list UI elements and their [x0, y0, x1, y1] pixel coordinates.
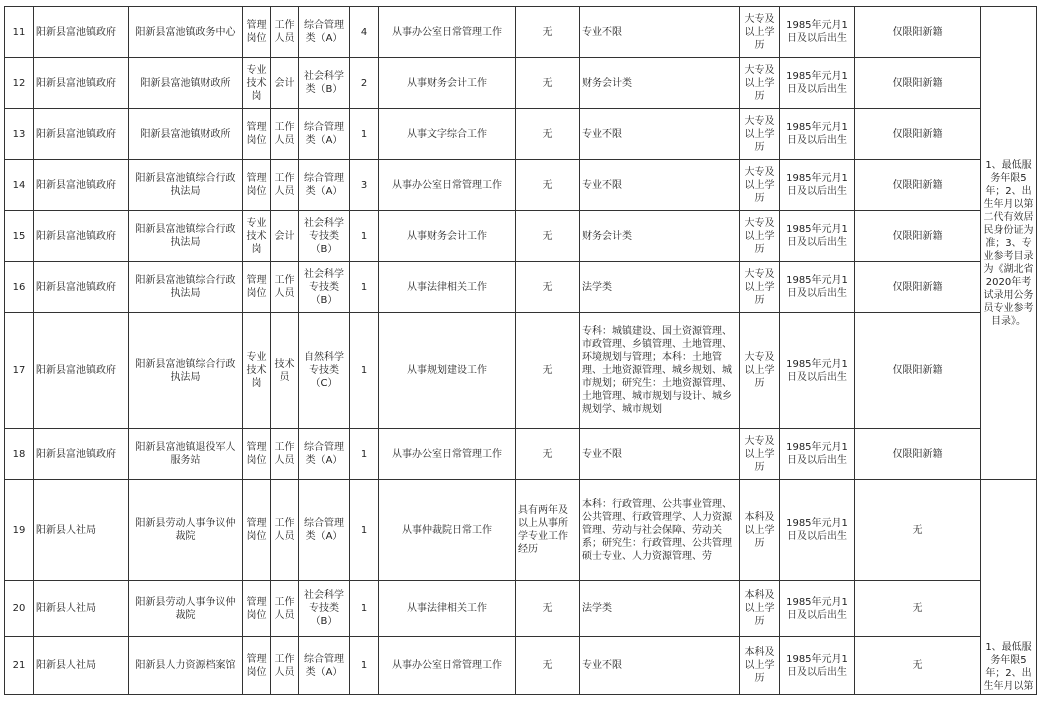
major-cell: 法学类 [580, 262, 740, 313]
row-number: 14 [5, 160, 34, 211]
department-cell: 阳新县富池镇综合行政执法局 [129, 262, 243, 313]
other-requirement-cell: 仅限阳新籍 [855, 109, 981, 160]
department-cell: 阳新县劳动人事争议仲裁院 [129, 581, 243, 637]
major-cell: 财务会计类 [580, 211, 740, 262]
exam-category-cell: 综合管理类（A） [299, 7, 350, 58]
table-row [5, 313, 1037, 429]
education-cell: 大专及以上学历 [740, 313, 780, 429]
position-cell: 工作人员 [271, 429, 299, 480]
duties-cell: 从事财务会计工作 [379, 58, 516, 109]
other-requirement-cell: 仅限阳新籍 [855, 160, 981, 211]
exam-category-cell: 自然科学专技类（C） [299, 313, 350, 429]
table-row [5, 637, 1037, 695]
age-cell: 1985年元月1日及以后出生 [780, 637, 855, 695]
department-cell: 阳新县富池镇政务中心 [129, 7, 243, 58]
experience-cell: 无 [516, 429, 580, 480]
row-number: 17 [5, 313, 34, 429]
row-number: 18 [5, 429, 34, 480]
major-cell: 专业不限 [580, 637, 740, 695]
quota-cell: 1 [350, 262, 379, 313]
table-row [5, 160, 1037, 211]
position-cell: 技术员 [271, 313, 299, 429]
position-cell: 会计 [271, 58, 299, 109]
education-cell: 本科及以上学历 [740, 581, 780, 637]
other-requirement-cell: 无 [855, 581, 981, 637]
age-cell: 1985年元月1日及以后出生 [780, 160, 855, 211]
recruitment-table [4, 6, 1037, 695]
department-cell: 阳新县富池镇退役军人服务站 [129, 429, 243, 480]
age-cell: 1985年元月1日及以后出生 [780, 313, 855, 429]
notes-text-top: 1、最低服务年限5年；2、出生年月以第二代有效居民身份证为准；3、专业参考目录为《湖北省2020年考试录用公务员专业参考目录》。 [983, 159, 1034, 327]
quota-cell: 2 [350, 58, 379, 109]
position-cell: 工作人员 [271, 109, 299, 160]
education-cell: 大专及以上学历 [740, 7, 780, 58]
quota-cell: 4 [350, 7, 379, 58]
experience-cell: 无 [516, 7, 580, 58]
position-cell: 工作人员 [271, 7, 299, 58]
age-cell: 1985年元月1日及以后出生 [780, 211, 855, 262]
department-cell: 阳新县富池镇综合行政执法局 [129, 211, 243, 262]
row-number: 19 [5, 480, 34, 581]
experience-cell: 具有两年及以上从事所学专业工作经历 [516, 480, 580, 581]
employer-cell: 阳新县人社局 [34, 581, 129, 637]
other-requirement-cell: 仅限阳新籍 [855, 7, 981, 58]
employer-cell: 阳新县富池镇政府 [34, 429, 129, 480]
department-cell: 阳新县富池镇财政所 [129, 58, 243, 109]
exam-category-cell: 综合管理类（A） [299, 429, 350, 480]
major-cell: 专业不限 [580, 429, 740, 480]
experience-cell: 无 [516, 58, 580, 109]
education-cell: 本科及以上学历 [740, 480, 780, 581]
other-requirement-cell: 仅限阳新籍 [855, 211, 981, 262]
position-cell: 工作人员 [271, 480, 299, 581]
quota-cell: 1 [350, 313, 379, 429]
row-number: 21 [5, 637, 34, 695]
other-requirement-cell: 仅限阳新籍 [855, 429, 981, 480]
duties-cell: 从事办公室日常管理工作 [379, 429, 516, 480]
table-row [5, 480, 1037, 581]
quota-cell: 1 [350, 429, 379, 480]
notes-text-bottom: 1、最低服务年限5年；2、出生年月以第 [983, 642, 1034, 692]
row-number: 20 [5, 581, 34, 637]
table-row [5, 58, 1037, 109]
table-row [5, 581, 1037, 637]
exam-category-cell: 综合管理类（A） [299, 480, 350, 581]
employer-cell: 阳新县人社局 [34, 637, 129, 695]
table-row [5, 262, 1037, 313]
quota-cell: 1 [350, 637, 379, 695]
quota-cell: 3 [350, 160, 379, 211]
employer-cell: 阳新县人社局 [34, 480, 129, 581]
major-cell: 专业不限 [580, 160, 740, 211]
quota-cell: 1 [350, 109, 379, 160]
major-cell: 法学类 [580, 581, 740, 637]
position-type-cell: 管理岗位 [243, 637, 271, 695]
duties-cell: 从事办公室日常管理工作 [379, 7, 516, 58]
position-cell: 会计 [271, 211, 299, 262]
position-type-cell: 专业技术岗 [243, 211, 271, 262]
age-cell: 1985年元月1日及以后出生 [780, 262, 855, 313]
position-type-cell: 管理岗位 [243, 480, 271, 581]
employer-cell: 阳新县富池镇政府 [34, 109, 129, 160]
other-requirement-cell: 仅限阳新籍 [855, 262, 981, 313]
age-cell: 1985年元月1日及以后出生 [780, 429, 855, 480]
exam-category-cell: 社会科学专技类（B） [299, 262, 350, 313]
duties-cell: 从事法律相关工作 [379, 262, 516, 313]
exam-category-cell: 社会科学专技类（B） [299, 211, 350, 262]
quota-cell: 1 [350, 581, 379, 637]
duties-cell: 从事财务会计工作 [379, 211, 516, 262]
experience-cell: 无 [516, 211, 580, 262]
department-cell: 阳新县富池镇综合行政执法局 [129, 313, 243, 429]
position-cell: 工作人员 [271, 637, 299, 695]
duties-cell: 从事文字综合工作 [379, 109, 516, 160]
education-cell: 大专及以上学历 [740, 429, 780, 480]
other-requirement-cell: 无 [855, 637, 981, 695]
table-row [5, 109, 1037, 160]
age-cell: 1985年元月1日及以后出生 [780, 58, 855, 109]
experience-cell: 无 [516, 160, 580, 211]
notes-cell-top [981, 7, 1037, 480]
duties-cell: 从事办公室日常管理工作 [379, 160, 516, 211]
experience-cell: 无 [516, 313, 580, 429]
experience-cell: 无 [516, 262, 580, 313]
department-cell: 阳新县劳动人事争议仲裁院 [129, 480, 243, 581]
exam-category-cell: 综合管理类（A） [299, 637, 350, 695]
exam-category-cell: 综合管理类（A） [299, 109, 350, 160]
quota-cell: 1 [350, 480, 379, 581]
exam-category-cell: 社会科学专技类（B） [299, 581, 350, 637]
exam-category-cell: 社会科学类（B） [299, 58, 350, 109]
row-number: 12 [5, 58, 34, 109]
position-cell: 工作人员 [271, 581, 299, 637]
position-type-cell: 专业技术岗 [243, 58, 271, 109]
major-cell: 财务会计类 [580, 58, 740, 109]
employer-cell: 阳新县富池镇政府 [34, 58, 129, 109]
department-cell: 阳新县富池镇综合行政执法局 [129, 160, 243, 211]
position-type-cell: 管理岗位 [243, 581, 271, 637]
row-number: 11 [5, 7, 34, 58]
row-number: 16 [5, 262, 34, 313]
row-number: 13 [5, 109, 34, 160]
other-requirement-cell: 仅限阳新籍 [855, 58, 981, 109]
major-cell: 专业不限 [580, 7, 740, 58]
duties-cell: 从事法律相关工作 [379, 581, 516, 637]
notes-cell-bottom [981, 480, 1037, 695]
department-cell: 阳新县人力资源档案馆 [129, 637, 243, 695]
row-number: 15 [5, 211, 34, 262]
department-cell: 阳新县富池镇财政所 [129, 109, 243, 160]
other-requirement-cell: 无 [855, 480, 981, 581]
position-type-cell: 管理岗位 [243, 262, 271, 313]
table-row [5, 429, 1037, 480]
duties-cell: 从事仲裁院日常工作 [379, 480, 516, 581]
position-type-cell: 管理岗位 [243, 109, 271, 160]
position-cell: 工作人员 [271, 160, 299, 211]
duties-cell: 从事规划建设工作 [379, 313, 516, 429]
employer-cell: 阳新县富池镇政府 [34, 313, 129, 429]
major-cell: 本科：行政管理、公共事业管理、公共管理、行政管理学、人力资源管理、劳动与社会保障、劳动关系；研究生：行政管理、公共管理硕士专业、人力资源管理、劳 [580, 480, 740, 581]
position-type-cell: 管理岗位 [243, 429, 271, 480]
education-cell: 本科及以上学历 [740, 637, 780, 695]
education-cell: 大专及以上学历 [740, 160, 780, 211]
education-cell: 大专及以上学历 [740, 262, 780, 313]
table-row [5, 211, 1037, 262]
position-type-cell: 专业技术岗 [243, 313, 271, 429]
experience-cell: 无 [516, 637, 580, 695]
other-requirement-cell: 仅限阳新籍 [855, 313, 981, 429]
experience-cell: 无 [516, 109, 580, 160]
age-cell: 1985年元月1日及以后出生 [780, 480, 855, 581]
age-cell: 1985年元月1日及以后出生 [780, 7, 855, 58]
table-row [5, 7, 1037, 58]
major-cell: 专科：城镇建设、国土资源管理、市政管理、乡镇管理、土地管理、环境规划与管理；本科：土地管理、土地资源管理、城乡规划、城市规划；研究生：土地资源管理、土地管理、城市规划与设计、城乡规划学、城市规划 [580, 313, 740, 429]
age-cell: 1985年元月1日及以后出生 [780, 581, 855, 637]
position-type-cell: 管理岗位 [243, 160, 271, 211]
education-cell: 大专及以上学历 [740, 109, 780, 160]
education-cell: 大专及以上学历 [740, 58, 780, 109]
employer-cell: 阳新县富池镇政府 [34, 211, 129, 262]
quota-cell: 1 [350, 211, 379, 262]
exam-category-cell: 综合管理类（A） [299, 160, 350, 211]
experience-cell: 无 [516, 581, 580, 637]
employer-cell: 阳新县富池镇政府 [34, 160, 129, 211]
duties-cell: 从事办公室日常管理工作 [379, 637, 516, 695]
education-cell: 大专及以上学历 [740, 211, 780, 262]
position-type-cell: 管理岗位 [243, 7, 271, 58]
position-cell: 工作人员 [271, 262, 299, 313]
employer-cell: 阳新县富池镇政府 [34, 262, 129, 313]
major-cell: 专业不限 [580, 109, 740, 160]
employer-cell: 阳新县富池镇政府 [34, 7, 129, 58]
age-cell: 1985年元月1日及以后出生 [780, 109, 855, 160]
